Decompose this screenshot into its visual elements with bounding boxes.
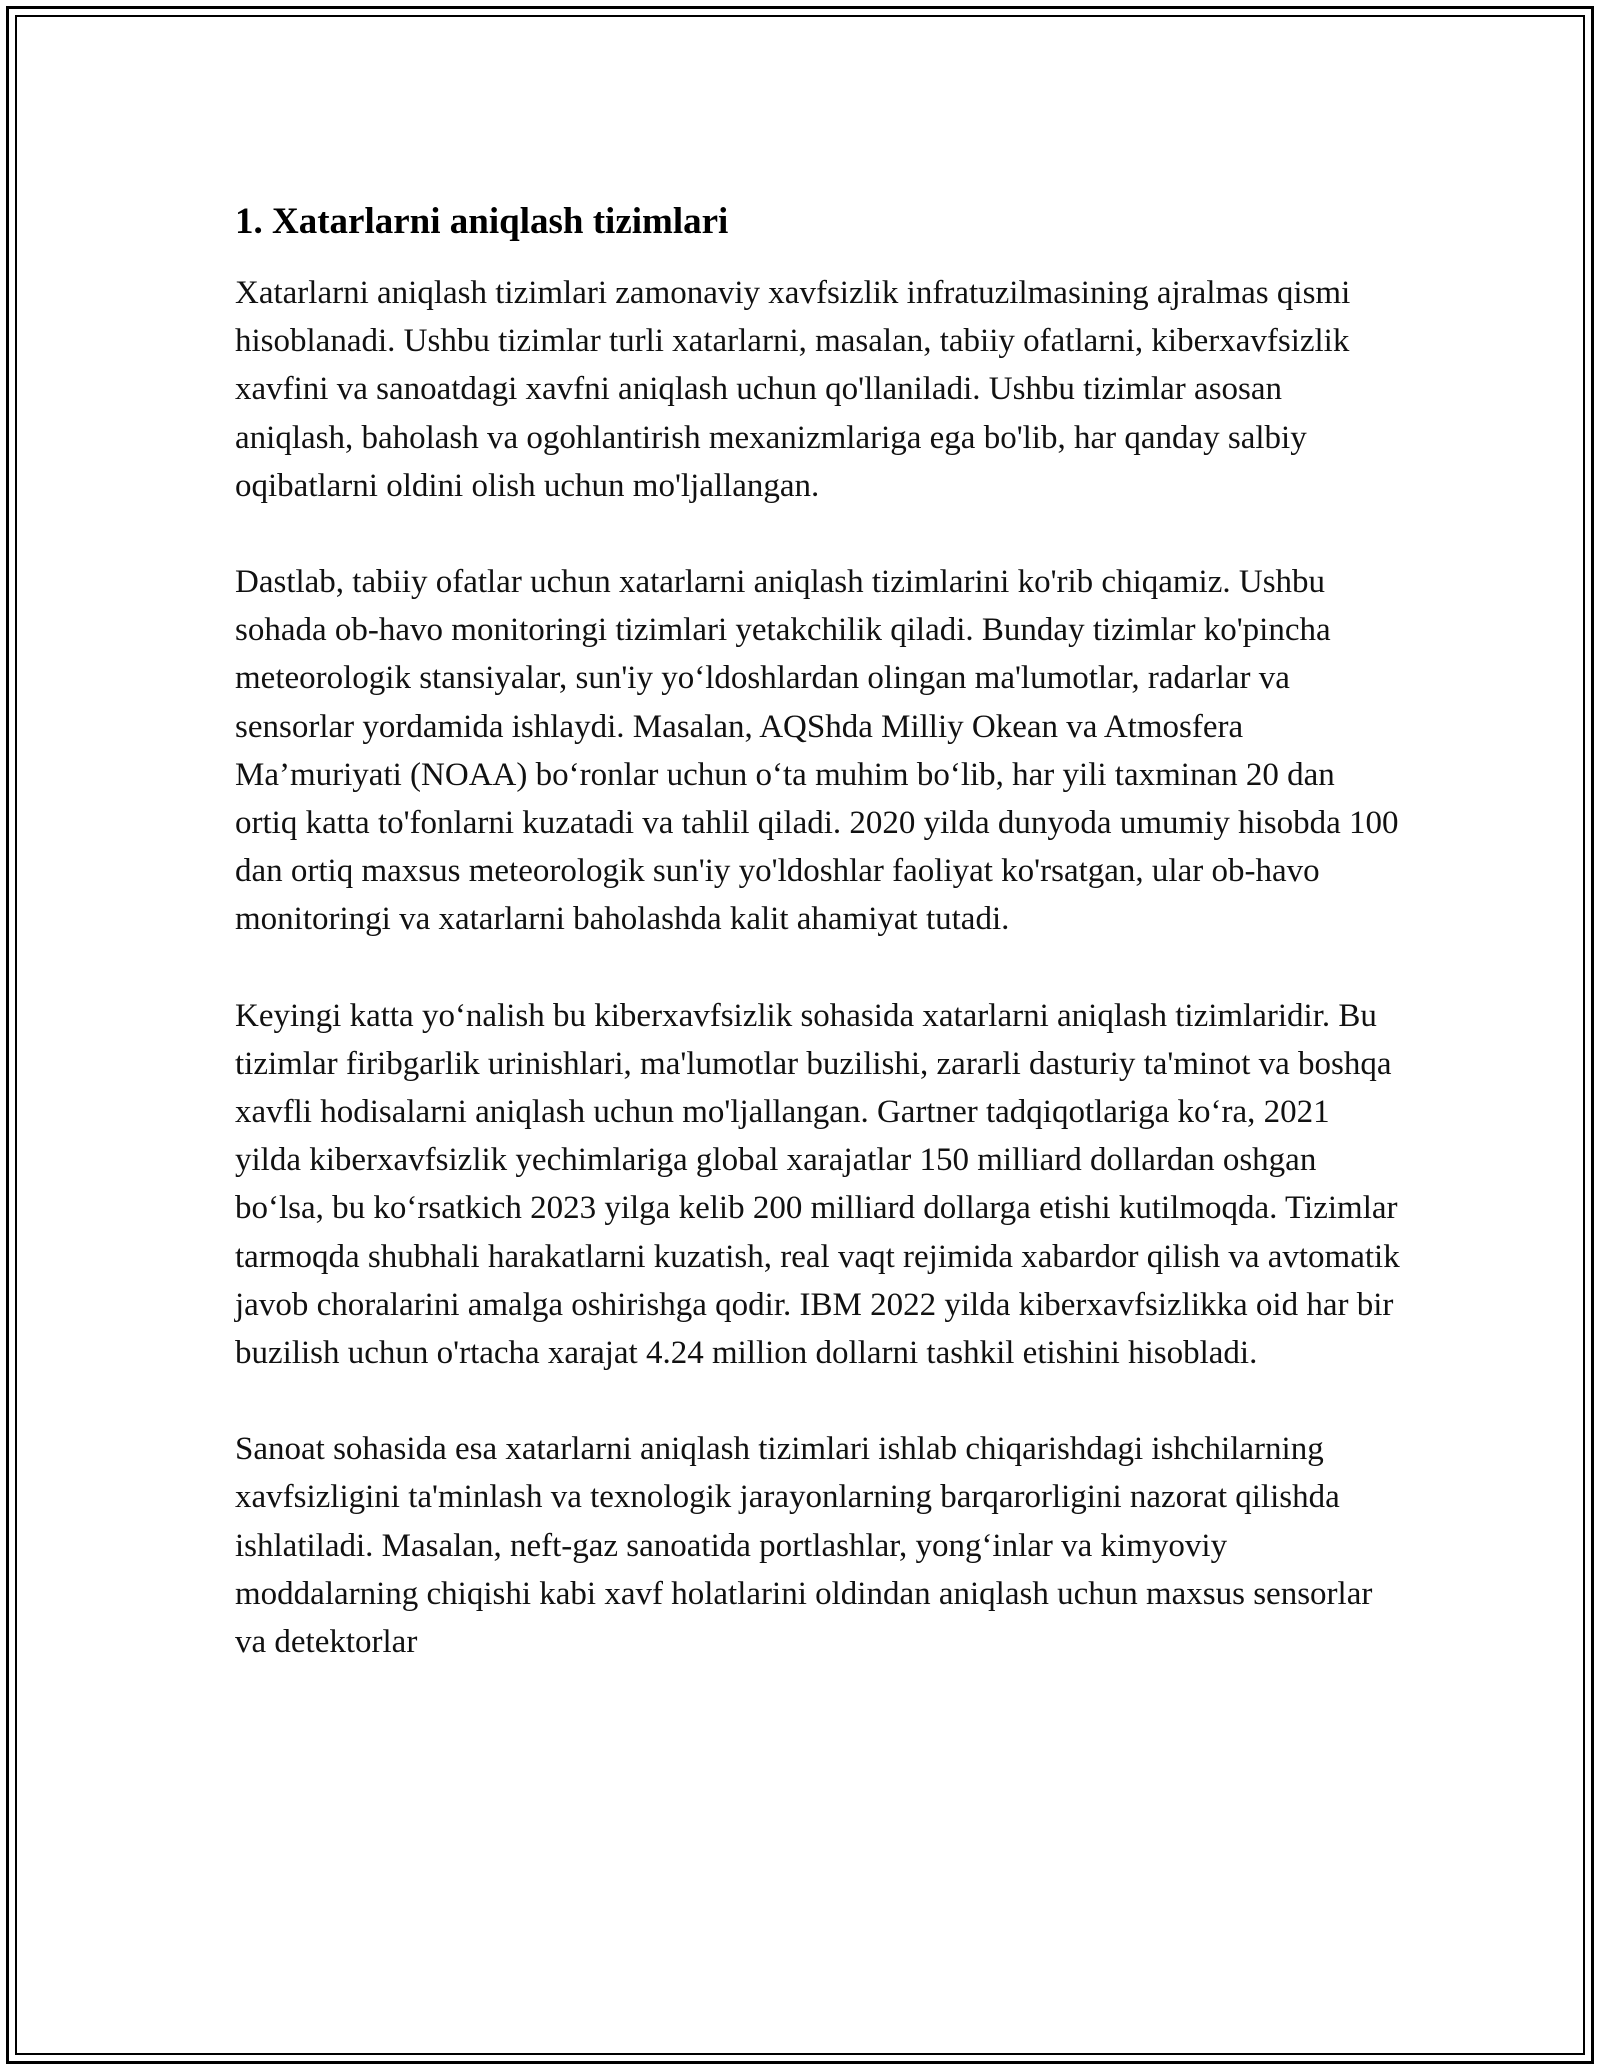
paragraph-natural-disasters: Dastlab, tabiiy ofatlar uchun xatarlarni aniqlash tizimlarini ko'rib chiqamiz. Ushbu sohada ob-havo monitoringi tizimlari yetakchilik qiladi. Bunday tizimlar ko'pincha meteorologik stansiyalar, sun'iy yo‘ldoshlardan olingan ma'lumotlar, radarlar va sensorlar yordamida ishlaydi. Masalan, AQShda Milliy Okean va Atmosfera Ma’muriyati (NOAA) bo‘ronlar uchun o‘ta muhim bo‘lib, har yili taxminan 20 dan ortiq katta to'fonlarni kuzatadi va tahlil qiladi. 2020 yilda dunyoda umumiy hisobda 100 dan ortiq maxsus meteorologik sun'iy yo'ldoshlar faoliyat ko'rsatgan, ular ob-havo monitoringi va xatarlarni baholashda kalit ahamiyat tutadi. — [235, 564, 1399, 938]
page-frame — [6, 6, 1594, 2064]
section-heading: 1. Xatarlarni aniqlash tizimlari — [235, 201, 729, 242]
paragraph-cybersecurity: Keyingi katta yo‘nalish bu kiberxavfsizlik sohasida xatarlarni aniqlash tizimlaridir. Bu tizimlar firibgarlik urinishlari, ma'lumotlar buzilishi, zararli dasturiy ta'minot va boshqa xavfli hodisalarni aniqlash uchun mo'ljallangan. Gartner tadqiqotlariga ko‘ra, 2021 yilda kiberxavfsizlik yechimlariga global xarajatlar 150 milliard dollardan oshgan bo‘lsa, bu ko‘rsatkich 2023 yilga kelib 200 milliard dollarga etishi kutilmoqda. Tizimlar tarmoqda shubhali harakatlarni kuzatish, real vaqt rejimida xabardor qilish va avtomatik javob choralarini amalga oshirishga qodir. IBM 2022 yilda kiberxavfsizlikka oid har bir buzilish uchun o'rtacha xarajat 4.24 million dollarni tashkil etishini hisobladi. — [235, 997, 1400, 1372]
paragraph-intro: Xatarlarni aniqlash tizimlari zamonaviy xavfsizlik infratuzilmasining ajralmas qismi hisoblanadi. Ushbu tizimlar turli xatarlarni, masalan, tabiiy ofatlarni, kiberxavfsizlik xavfini va sanoatdagi xavfni aniqlash uchun qo'llaniladi. Ushbu tizimlar asosan aniqlash, baholash va ogohlantirish mexanizmlariga ega bo'lib, har qanday salbiy oqibatlarni oldini olish uchun mo'ljallangan. — [235, 275, 1351, 504]
paragraph-industry: Sanoat sohasida esa xatarlarni aniqlash tizimlari ishlab chiqarishdagi ishchilarning xavfsizligini ta'minlash va texnologik jarayonlarning barqarorligini nazorat qilishda ishlatiladi. Masalan, neft-gaz sanoatida portlashlar, yong‘inlar va kimyoviy moddalarning chiqishi kabi xavf holatlarini oldindan aniqlash uchun maxsus sensorlar va detektorlar — [235, 1431, 1373, 1661]
document-body — [235, 197, 1400, 1714]
